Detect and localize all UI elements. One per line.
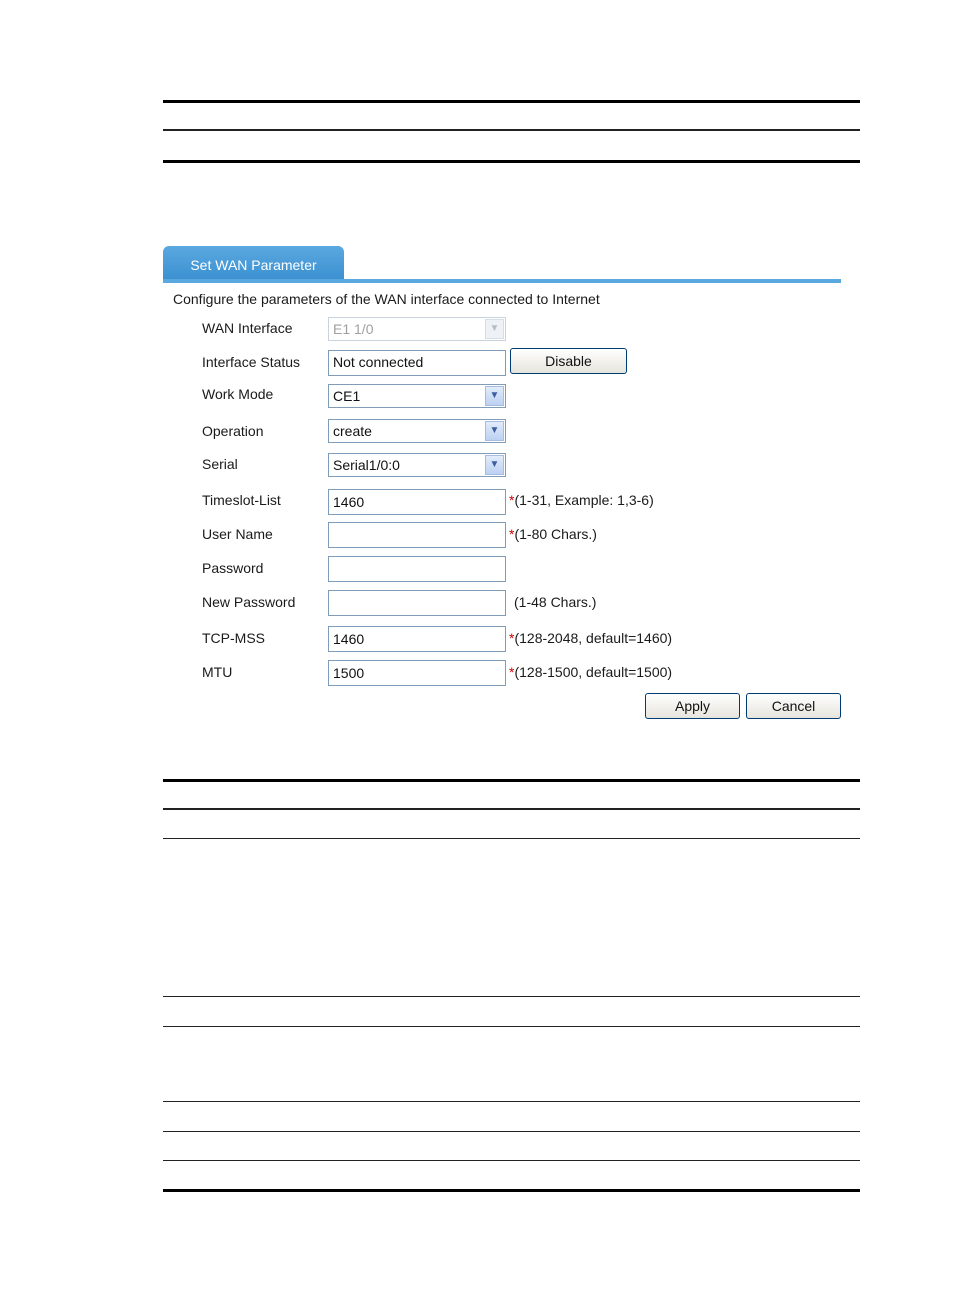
chevron-down-icon[interactable]: ▼ <box>485 386 504 406</box>
password-label: Password <box>202 560 264 576</box>
required-marker: * <box>509 492 515 508</box>
user-name-hint-text: (1-80 Chars.) <box>514 526 597 542</box>
work-mode-select[interactable] <box>328 384 506 408</box>
timeslot-list-label: Timeslot-List <box>202 492 281 508</box>
required-marker: * <box>509 526 515 542</box>
bottom-table-rule-5 <box>163 1026 860 1027</box>
bottom-table-rule-9 <box>163 1189 860 1192</box>
chevron-down-icon[interactable]: ▼ <box>485 421 504 441</box>
timeslot-list-hint <box>509 492 654 508</box>
serial-value: Serial1/0:0 <box>333 457 400 473</box>
tcp-mss-label: TCP-MSS <box>202 630 265 646</box>
interface-status-field: Not connected <box>328 350 506 376</box>
required-marker: * <box>509 630 515 646</box>
timeslot-list-hint-text: (1-31, Example: 1,3-6) <box>514 492 654 508</box>
chevron-down-icon[interactable]: ▼ <box>485 455 504 475</box>
tcp-mss-input[interactable] <box>328 626 506 652</box>
mtu-label: MTU <box>202 664 233 680</box>
tab-underline <box>163 279 841 283</box>
form-description: Configure the parameters of the WAN interface connected to Internet <box>173 291 600 307</box>
serial-label: Serial <box>202 456 238 472</box>
bottom-table-rule-7 <box>163 1131 860 1132</box>
bottom-table-rule-6 <box>163 1101 860 1102</box>
apply-button[interactable]: Apply <box>645 693 740 719</box>
new-password-label: New Password <box>202 594 296 610</box>
cancel-button[interactable]: Cancel <box>746 693 841 719</box>
wan-interface-label: WAN Interface <box>202 320 293 336</box>
tab-set-wan-parameter[interactable]: Set WAN Parameter <box>163 246 344 282</box>
timeslot-list-input[interactable] <box>328 489 506 515</box>
top-table-rule-1 <box>163 100 860 103</box>
new-password-hint: (1-48 Chars.) <box>514 594 597 610</box>
required-marker: * <box>509 664 515 680</box>
top-table-rule-2 <box>163 129 860 131</box>
password-input[interactable] <box>328 556 506 582</box>
work-mode-value: CE1 <box>333 388 361 404</box>
user-name-input[interactable] <box>328 522 506 548</box>
disable-button[interactable]: Disable <box>510 348 627 374</box>
bottom-table-rule-4 <box>163 996 860 997</box>
user-name-label: User Name <box>202 526 273 542</box>
bottom-table-rule-2 <box>163 808 860 810</box>
serial-select[interactable] <box>328 453 506 477</box>
work-mode-label: Work Mode <box>202 386 274 402</box>
new-password-input[interactable] <box>328 590 506 616</box>
bottom-table-rule-8 <box>163 1160 860 1161</box>
operation-label: Operation <box>202 423 264 439</box>
top-table-rule-3 <box>163 160 860 163</box>
mtu-hint <box>509 664 672 680</box>
bottom-table-rule-3 <box>163 838 860 839</box>
chevron-down-icon: ▼ <box>485 319 504 339</box>
wan-interface-value: E1 1/0 <box>333 321 374 337</box>
mtu-input[interactable] <box>328 660 506 686</box>
interface-status-label: Interface Status <box>202 354 301 370</box>
mtu-hint-text: (128-1500, default=1500) <box>514 664 673 680</box>
tcp-mss-hint-text: (128-2048, default=1460) <box>514 630 673 646</box>
bottom-table-rule-1 <box>163 779 860 782</box>
wan-interface-select <box>328 317 506 341</box>
tcp-mss-hint <box>509 630 672 646</box>
operation-value: create <box>333 423 372 439</box>
operation-select[interactable] <box>328 419 506 443</box>
user-name-hint <box>509 526 597 542</box>
